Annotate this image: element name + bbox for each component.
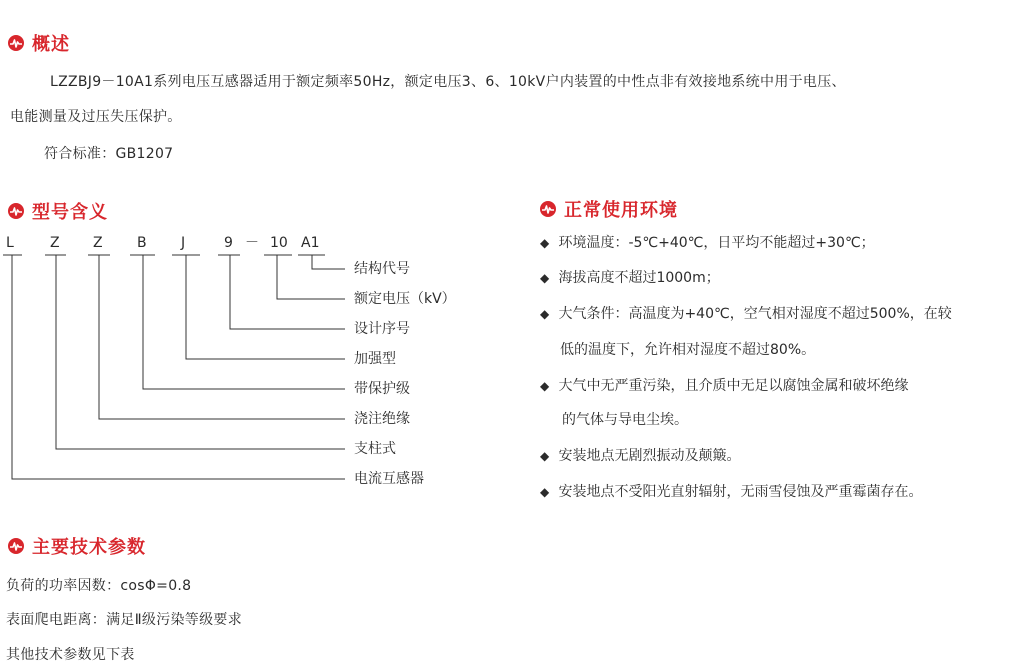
env-item-pollution: ◆ 大气中无严重污染，且介质中无足以腐蚀金属和破坏绝缘 <box>540 378 909 394</box>
model-letter-9: 9 <box>224 235 233 251</box>
section-header-technical <box>8 534 146 558</box>
diamond-bullet-icon: ◆ <box>540 236 550 250</box>
model-label-current-transformer: 电流互感器 <box>354 471 424 487</box>
model-letter-10: 10 <box>270 235 288 251</box>
diamond-bullet-icon: ◆ <box>540 271 550 285</box>
diamond-bullet-icon: ◆ <box>540 449 550 463</box>
overview-paragraph-line1: LZZBJ9－10A1系列电压互感器适用于额定频率50Hz，额定电压3、6、10kV户内装置的中性点非有效接地系统中用于电压、 <box>50 74 846 90</box>
model-label-rated-voltage: 额定电压（kV） <box>354 291 456 307</box>
tech-creepage-distance: 表面爬电距离：满足Ⅱ级污染等级要求 <box>6 612 242 628</box>
model-letter-l: L <box>6 235 14 251</box>
diamond-bullet-icon: ◆ <box>540 485 550 499</box>
pulse-circle-icon <box>8 538 24 554</box>
model-label-design-serial: 设计序号 <box>354 321 410 337</box>
section-title-environment: 正常使用环境 <box>564 200 678 221</box>
model-label-structure-code: 结构代号 <box>354 261 410 277</box>
diamond-bullet-icon: ◆ <box>540 307 550 321</box>
overview-paragraph-line2: 电能测量及过压失压保护。 <box>10 109 182 125</box>
diamond-bullet-icon: ◆ <box>540 379 550 393</box>
model-letter-z2: Z <box>93 235 103 251</box>
pulse-circle-icon <box>540 201 556 217</box>
env-item-pollution-cont: 的气体与导电尘埃。 <box>562 412 688 428</box>
env-item-temperature: ◆ 环境温度：-5℃+40℃，日平均不能超过+30℃； <box>540 235 875 251</box>
model-letter-z1: Z <box>50 235 60 251</box>
env-item-atmosphere-cont: 低的温度下，允许相对湿度不超过80%。 <box>560 342 816 358</box>
env-item-sunlight: ◆ 安装地点不受阳光直射辐射，无雨雪侵蚀及严重霉菌存在。 <box>540 484 923 500</box>
section-title-model: 型号含义 <box>32 202 108 223</box>
tech-other-params: 其他技术参数见下表 <box>6 647 135 663</box>
model-label-protection-class: 带保护级 <box>354 381 410 397</box>
model-label-support-type: 支柱式 <box>354 441 396 457</box>
model-letter-dash: － <box>245 235 259 251</box>
model-label-cast-insulation: 浇注绝缘 <box>354 411 410 427</box>
tech-power-factor: 负荷的功率因数：cosΦ=0.8 <box>6 578 192 594</box>
model-label-reinforced: 加强型 <box>354 351 396 367</box>
model-letter-j: J <box>181 235 186 251</box>
model-letter-a1: A1 <box>301 235 320 251</box>
env-item-altitude: ◆ 海拔高度不超过1000m； <box>540 270 720 286</box>
section-header-environment <box>540 197 678 221</box>
section-title-overview: 概述 <box>32 34 70 55</box>
model-letter-b: B <box>137 235 147 251</box>
section-title-technical: 主要技术参数 <box>32 537 146 558</box>
env-item-vibration: ◆ 安装地点无剧烈振动及颠簸。 <box>540 448 741 464</box>
overview-standard: 符合标准：GB1207 <box>44 146 174 162</box>
env-item-atmosphere: ◆ 大气条件：高温度为+40℃，空气相对湿度不超过500%，在较 <box>540 306 952 322</box>
